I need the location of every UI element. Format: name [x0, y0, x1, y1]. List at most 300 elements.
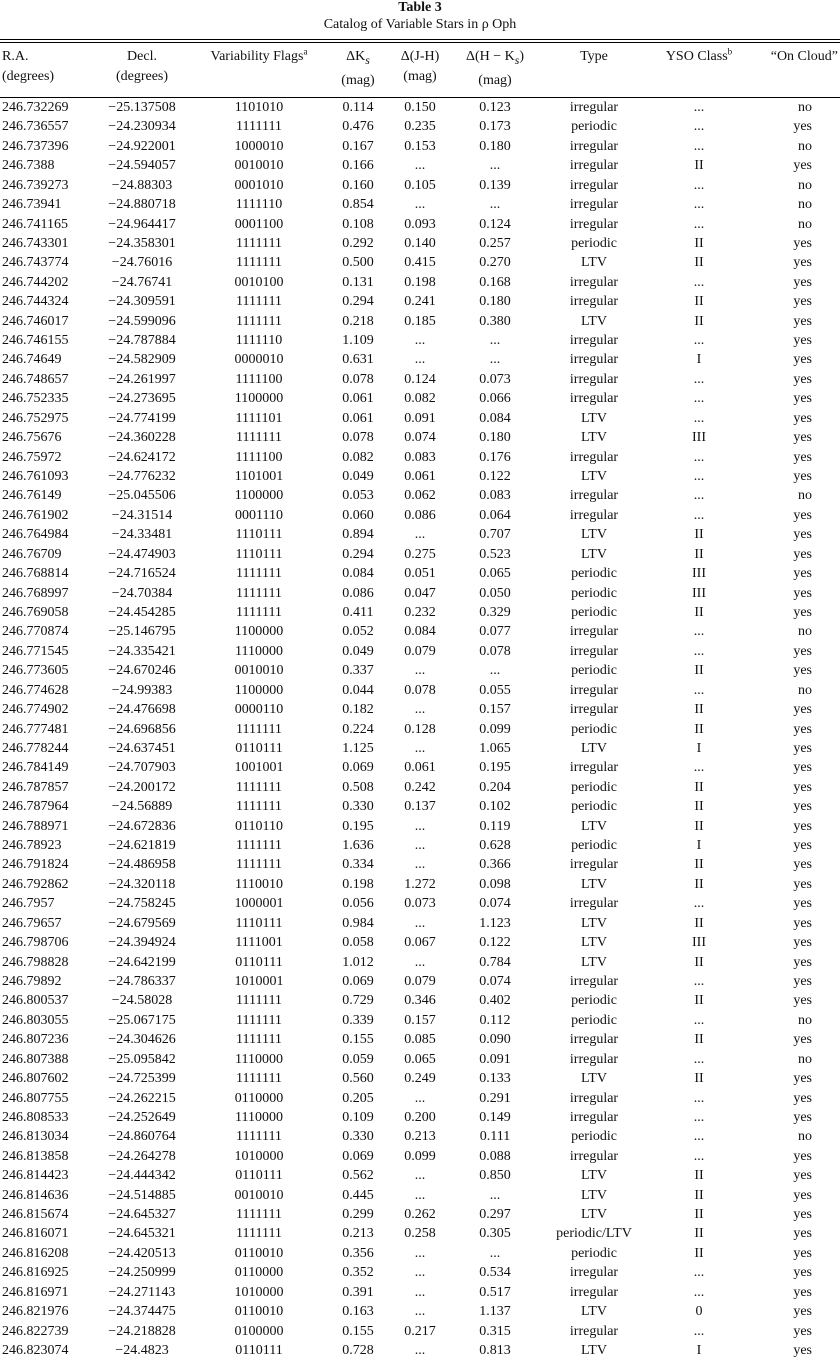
cell-delta-ks: 1.109	[342, 333, 374, 349]
cell-dec: −24.374475	[108, 1304, 176, 1320]
cell-on-cloud: yes	[793, 643, 812, 659]
cell-delta-jh: 0.067	[404, 935, 436, 951]
table-row	[0, 117, 840, 136]
cell-flags: 1111111	[236, 119, 282, 135]
cell-dec: −25.146795	[108, 624, 176, 640]
cell-dec: −24.394924	[108, 935, 176, 951]
cell-ra: 246.743301	[2, 235, 69, 251]
cell-flags: 1111001	[235, 935, 283, 951]
cell-ra: 246.821976	[2, 1304, 69, 1320]
cell-yso-class: ...	[693, 371, 705, 387]
cell-on-cloud: yes	[793, 779, 812, 795]
cell-type: LTV	[581, 1071, 607, 1087]
cell-type: periodic	[571, 119, 617, 135]
cell-ra: 246.787857	[2, 779, 69, 795]
cell-flags: 1111111	[236, 721, 282, 737]
cell-yso-class: II	[694, 1245, 704, 1261]
header-delta-ks: $\Delta K_s$ (mag)	[341, 49, 375, 88]
cell-delta-hk: 0.084	[479, 410, 511, 426]
cell-delta-hk: 0.111	[479, 1129, 511, 1145]
cell-dec: −24.672836	[108, 818, 176, 834]
cell-type: irregular	[569, 507, 619, 523]
cell-on-cloud: no	[798, 216, 812, 232]
cell-flags: 0010010	[234, 663, 284, 679]
cell-delta-ks: 0.114	[342, 100, 374, 115]
cell-dec: −24.250999	[108, 1265, 176, 1281]
cell-ra: 246.807236	[2, 1032, 69, 1048]
table-row	[0, 1108, 840, 1127]
cell-type: LTV	[581, 818, 607, 834]
cell-delta-hk: 0.257	[479, 235, 511, 251]
cell-delta-jh: ...	[414, 333, 426, 349]
cell-flags: 0100000	[234, 1323, 284, 1339]
cell-flags: 0110110	[235, 818, 283, 834]
cell-delta-jh: 0.079	[404, 973, 436, 989]
cell-dec: −24.582909	[108, 352, 176, 368]
cell-delta-ks: 0.044	[342, 682, 374, 698]
cell-delta-jh: ...	[414, 158, 426, 174]
cell-dec: −24.31514	[111, 507, 173, 523]
cell-dec: −24.309591	[108, 294, 176, 310]
cell-dec: −24.758245	[108, 896, 176, 912]
cell-on-cloud: yes	[793, 119, 812, 135]
cell-delta-jh: ...	[414, 915, 426, 931]
cell-on-cloud: no	[798, 197, 812, 213]
cell-flags: 1110111	[235, 527, 283, 543]
table-row	[0, 972, 840, 991]
cell-ra: 246.778244	[2, 740, 69, 756]
cell-delta-jh: 0.275	[404, 546, 436, 562]
cell-yso-class: II	[694, 779, 704, 795]
cell-flags: 0110111	[235, 954, 283, 970]
cell-on-cloud: yes	[793, 1187, 812, 1203]
cell-delta-hk: 0.074	[479, 896, 511, 912]
cell-type: irregular	[569, 197, 619, 213]
cell-delta-ks: 0.160	[342, 177, 374, 193]
cell-delta-jh: 0.051	[404, 566, 436, 582]
cell-flags: 1111111	[236, 1071, 282, 1087]
cell-dec: −24.474903	[108, 546, 176, 562]
cell-delta-ks: 0.078	[342, 371, 374, 387]
cell-delta-ks: 0.078	[342, 430, 374, 446]
cell-yso-class: II	[694, 702, 704, 718]
cell-type: LTV	[581, 255, 607, 271]
cell-yso-class: II	[694, 993, 704, 1009]
cell-dec: −24.454285	[108, 604, 176, 620]
cell-delta-ks: 0.337	[342, 663, 374, 679]
cell-yso-class: I	[696, 838, 702, 854]
cell-ra: 246.774902	[2, 702, 69, 718]
cell-dec: −24.486958	[108, 857, 176, 873]
cell-dec: −24.335421	[108, 643, 176, 659]
table-row	[0, 816, 840, 835]
cell-on-cloud: yes	[793, 274, 812, 290]
cell-yso-class: ...	[693, 119, 705, 135]
cell-delta-jh: ...	[414, 818, 426, 834]
cell-yso-class: II	[694, 255, 704, 271]
cell-delta-hk: 0.064	[479, 507, 511, 523]
cell-type: irregular	[569, 488, 619, 504]
cell-delta-hk: 0.077	[479, 624, 511, 640]
cell-delta-hk: 0.204	[479, 779, 511, 795]
cell-delta-jh: 0.078	[404, 682, 436, 698]
cell-delta-jh: 0.241	[404, 294, 436, 310]
table-row	[0, 1088, 840, 1107]
cell-dec: −24.70384	[111, 585, 173, 601]
cell-delta-hk: 0.088	[479, 1148, 511, 1164]
cell-type: LTV	[581, 469, 607, 485]
cell-dec: −24.774199	[108, 410, 176, 426]
cell-delta-ks: 0.330	[342, 799, 374, 815]
cell-ra: 246.768814	[2, 566, 69, 582]
cell-delta-ks: 0.198	[342, 876, 374, 892]
cell-type: LTV	[581, 935, 607, 951]
cell-ra: 246.75972	[2, 449, 62, 465]
cell-yso-class: III	[692, 566, 706, 582]
cell-delta-jh: 0.415	[404, 255, 436, 271]
cell-delta-ks: 0.086	[342, 585, 374, 601]
cell-on-cloud: yes	[793, 896, 812, 912]
table-row	[0, 855, 840, 874]
cell-dec: −24.880718	[108, 197, 176, 213]
cell-dec: −24.252649	[108, 1109, 176, 1125]
cell-flags: 1111111	[236, 585, 282, 601]
cell-delta-hk: 0.119	[479, 818, 511, 834]
cell-ra: 246.768997	[2, 585, 69, 601]
cell-type: periodic	[571, 663, 617, 679]
cell-ra: 246.741165	[2, 216, 68, 232]
cell-dec: −24.320118	[108, 876, 176, 892]
cell-dec: −24.514885	[108, 1187, 176, 1203]
cell-yso-class: ...	[693, 1148, 705, 1164]
cell-yso-class: ...	[693, 1323, 705, 1339]
cell-yso-class: ...	[693, 760, 705, 776]
cell-yso-class: II	[694, 1071, 704, 1087]
cell-delta-jh: 0.235	[404, 119, 436, 135]
cell-on-cloud: yes	[793, 1090, 812, 1106]
cell-type: periodic	[571, 235, 617, 251]
table-row	[0, 622, 840, 641]
cell-flags: 0110010	[234, 1304, 284, 1320]
cell-ra: 246.761093	[2, 469, 69, 485]
cell-ra: 246.823074	[2, 1343, 69, 1358]
table-row	[0, 700, 840, 719]
cell-yso-class: I	[696, 352, 702, 368]
cell-flags: 1100000	[234, 624, 284, 640]
cell-flags: 1111110	[235, 333, 283, 349]
cell-flags: 0001010	[234, 177, 284, 193]
cell-delta-ks: 0.294	[342, 294, 374, 310]
cell-dec: −25.095842	[108, 1051, 176, 1067]
cell-flags: 1111111	[236, 235, 282, 251]
cell-delta-hk: 0.195	[479, 760, 511, 776]
cell-delta-jh: 0.262	[404, 1207, 436, 1223]
table-header	[0, 43, 840, 97]
cell-delta-jh: ...	[414, 838, 426, 854]
cell-on-cloud: yes	[793, 799, 812, 815]
table-row	[0, 1321, 840, 1340]
cell-delta-ks: 0.218	[342, 313, 374, 329]
cell-type: periodic	[571, 779, 617, 795]
cell-flags: 1100000	[234, 488, 284, 504]
cell-flags: 1111111	[236, 1129, 282, 1145]
cell-on-cloud: no	[798, 1012, 812, 1028]
cell-delta-hk: 0.180	[479, 138, 511, 154]
cell-delta-jh: 0.153	[404, 138, 436, 154]
cell-dec: −24.264278	[108, 1148, 176, 1164]
cell-on-cloud: yes	[793, 1284, 812, 1300]
cell-ra: 246.764984	[2, 527, 69, 543]
cell-flags: 1001001	[234, 760, 284, 776]
cell-type: LTV	[581, 527, 607, 543]
cell-delta-jh: 0.213	[404, 1129, 436, 1145]
cell-ra: 246.770874	[2, 624, 69, 640]
cell-yso-class: II	[694, 857, 704, 873]
cell-type: irregular	[569, 177, 619, 193]
cell-delta-ks: 1.012	[342, 954, 374, 970]
cell-on-cloud: yes	[793, 838, 812, 854]
cell-ra: 246.787964	[2, 799, 69, 815]
cell-dec: −24.696856	[108, 721, 176, 737]
cell-dec: −24.230934	[108, 119, 176, 135]
cell-delta-hk: 0.050	[479, 585, 511, 601]
cell-type: irregular	[569, 1284, 619, 1300]
cell-on-cloud: no	[798, 1051, 812, 1067]
cell-ra: 246.78923	[2, 838, 62, 854]
cell-delta-hk: 0.149	[479, 1109, 511, 1125]
cell-flags: 1101010	[234, 100, 284, 115]
cell-yso-class: ...	[693, 1284, 705, 1300]
cell-yso-class: ...	[693, 216, 705, 232]
cell-flags: 0000010	[234, 352, 284, 368]
cell-on-cloud: yes	[793, 449, 812, 465]
table-row	[0, 1244, 840, 1263]
cell-flags: 1110000	[235, 1109, 283, 1125]
cell-on-cloud: yes	[793, 527, 812, 543]
cell-dec: −24.358301	[108, 235, 176, 251]
table-row	[0, 642, 840, 661]
cell-yso-class: II	[694, 799, 704, 815]
cell-on-cloud: yes	[793, 1245, 812, 1261]
table-row	[0, 1224, 840, 1243]
cell-delta-hk: 0.074	[479, 973, 511, 989]
cell-ra: 246.76149	[2, 488, 62, 504]
cell-on-cloud: yes	[793, 1323, 812, 1339]
cell-delta-hk: 0.091	[479, 1051, 511, 1067]
cell-delta-jh: 0.065	[404, 1051, 436, 1067]
cell-on-cloud: yes	[793, 566, 812, 582]
cell-flags: 1111111	[236, 799, 282, 815]
cell-delta-hk: 1.137	[479, 1304, 511, 1320]
cell-delta-jh: 0.062	[404, 488, 436, 504]
cell-dec: −24.262215	[108, 1090, 176, 1106]
cell-yso-class: II	[694, 663, 704, 679]
cell-on-cloud: yes	[793, 352, 812, 368]
cell-delta-ks: 0.562	[342, 1168, 374, 1184]
cell-delta-hk: 0.784	[479, 954, 511, 970]
cell-flags: 1111100	[235, 449, 283, 465]
cell-dec: −24.444342	[108, 1168, 176, 1184]
cell-flags: 1110000	[235, 1051, 283, 1067]
table-row	[0, 447, 840, 466]
cell-on-cloud: yes	[793, 585, 812, 601]
cell-ra: 246.79657	[2, 915, 62, 931]
cell-on-cloud: no	[798, 682, 812, 698]
cell-delta-hk: 0.176	[479, 449, 511, 465]
table-row	[0, 506, 840, 525]
cell-delta-jh: 0.082	[404, 391, 436, 407]
cell-delta-hk: 0.065	[479, 566, 511, 582]
cell-delta-jh: 0.185	[404, 313, 436, 329]
cell-ra: 246.784149	[2, 760, 69, 776]
cell-yso-class: III	[692, 430, 706, 446]
cell-delta-ks: 0.084	[342, 566, 374, 582]
table-row	[0, 875, 840, 894]
cell-delta-hk: 0.517	[479, 1284, 511, 1300]
cell-on-cloud: yes	[793, 857, 812, 873]
cell-delta-hk: 0.078	[479, 643, 511, 659]
cell-delta-ks: 0.560	[342, 1071, 374, 1087]
cell-delta-hk: ...	[489, 197, 501, 213]
cell-ra: 246.807755	[2, 1090, 69, 1106]
cell-ra: 246.769058	[2, 604, 69, 620]
cell-yso-class: III	[692, 935, 706, 951]
cell-flags: 0000110	[234, 702, 284, 718]
header-on-cloud: “On Cloud”	[770, 49, 838, 64]
cell-delta-ks: 1.125	[342, 740, 374, 756]
cell-yso-class: ...	[693, 410, 705, 426]
cell-ra: 246.792862	[2, 876, 69, 892]
cell-flags: 0001100	[234, 216, 284, 232]
cell-type: periodic	[571, 585, 617, 601]
cell-dec: −24.476698	[108, 702, 176, 718]
cell-delta-hk: 0.523	[479, 546, 511, 562]
cell-dec: −24.4823	[115, 1343, 169, 1358]
cell-delta-hk: 0.270	[479, 255, 511, 271]
cell-delta-ks: 0.205	[342, 1090, 374, 1106]
cell-type: LTV	[581, 430, 607, 446]
cell-type: LTV	[581, 313, 607, 329]
cell-delta-jh: 0.249	[404, 1071, 436, 1087]
cell-type: irregular	[569, 643, 619, 659]
cell-on-cloud: yes	[793, 1343, 812, 1358]
table-row	[0, 1011, 840, 1030]
cell-delta-ks: 0.109	[342, 1109, 374, 1125]
cell-delta-ks: 0.155	[342, 1032, 374, 1048]
cell-ra: 246.7957	[2, 896, 55, 912]
cell-delta-jh: 0.061	[404, 469, 436, 485]
cell-delta-jh: ...	[414, 702, 426, 718]
table-number: Table 3	[398, 0, 442, 15]
cell-dec: −24.707903	[108, 760, 176, 776]
cell-flags: 0010010	[234, 1187, 284, 1203]
header-type: Type	[580, 49, 608, 64]
cell-yso-class: ...	[693, 896, 705, 912]
cell-type: periodic	[571, 1129, 617, 1145]
table-row	[0, 175, 840, 194]
cell-delta-ks: 0.069	[342, 760, 374, 776]
table-row	[0, 137, 840, 156]
cell-delta-ks: 0.213	[342, 1226, 374, 1242]
cell-delta-hk: 0.098	[479, 876, 511, 892]
cell-yso-class: ...	[693, 682, 705, 698]
cell-delta-jh: 1.272	[404, 876, 436, 892]
cell-on-cloud: no	[798, 624, 812, 640]
cell-type: periodic/LTV	[556, 1226, 632, 1242]
header-delta-jh: Δ(J-H) (mag)	[400, 49, 440, 84]
cell-yso-class: ...	[693, 488, 705, 504]
cell-type: irregular	[569, 857, 619, 873]
cell-on-cloud: yes	[793, 1032, 812, 1048]
cell-flags: 1111111	[236, 993, 282, 1009]
cell-ra: 246.771545	[2, 643, 69, 659]
cell-flags: 1101001	[234, 469, 284, 485]
cell-ra: 246.737396	[2, 138, 69, 154]
cell-dec: −24.360228	[108, 430, 176, 446]
table-row	[0, 389, 840, 408]
cell-delta-jh: 0.083	[404, 449, 436, 465]
cell-type: irregular	[569, 391, 619, 407]
cell-delta-jh: 0.217	[404, 1323, 436, 1339]
cell-delta-hk: 0.628	[479, 838, 511, 854]
cell-delta-ks: 0.108	[342, 216, 374, 232]
cell-type: irregular	[569, 1148, 619, 1164]
cell-on-cloud: yes	[793, 954, 812, 970]
cell-yso-class: 0	[695, 1304, 703, 1320]
table-row	[0, 331, 840, 350]
table-row	[0, 545, 840, 564]
cell-delta-jh: ...	[414, 197, 426, 213]
cell-delta-ks: 0.166	[342, 158, 374, 174]
cell-delta-ks: 0.352	[342, 1265, 374, 1281]
cell-dec: −24.787884	[108, 333, 176, 349]
cell-ra: 246.803055	[2, 1012, 69, 1028]
table-row	[0, 836, 840, 855]
cell-delta-jh: 0.086	[404, 507, 436, 523]
cell-flags: 1111111	[236, 1032, 282, 1048]
cell-ra: 246.813034	[2, 1129, 69, 1145]
cell-delta-ks: 0.049	[342, 643, 374, 659]
cell-flags: 1110010	[235, 876, 283, 892]
cell-delta-jh: 0.198	[404, 274, 436, 290]
cell-delta-jh: 0.085	[404, 1032, 436, 1048]
cell-delta-jh: ...	[414, 1090, 426, 1106]
cell-delta-hk: ...	[489, 158, 501, 174]
cell-delta-hk: 0.366	[479, 857, 511, 873]
cell-flags: 0010100	[234, 274, 284, 290]
cell-yso-class: II	[694, 235, 704, 251]
cell-ra: 246.732269	[2, 100, 69, 115]
table-row	[0, 583, 840, 602]
cell-type: irregular	[569, 371, 619, 387]
cell-yso-class: II	[694, 546, 704, 562]
cell-dec: −24.56889	[111, 799, 173, 815]
table-row	[0, 1283, 840, 1302]
cell-on-cloud: yes	[793, 1148, 812, 1164]
cell-flags: 1111111	[236, 294, 282, 310]
cell-delta-hk: 0.402	[479, 993, 511, 1009]
cell-flags: 1111111	[236, 779, 282, 795]
cell-flags: 1111111	[236, 1207, 282, 1223]
cell-ra: 246.744324	[2, 294, 69, 310]
cell-dec: −24.261997	[108, 371, 176, 387]
cell-ra: 246.746017	[2, 313, 69, 329]
table-row	[0, 778, 840, 797]
cell-dec: −24.922001	[108, 138, 176, 154]
cell-on-cloud: yes	[793, 469, 812, 485]
cell-type: irregular	[569, 294, 619, 310]
cell-delta-hk: 0.297	[479, 1207, 511, 1223]
